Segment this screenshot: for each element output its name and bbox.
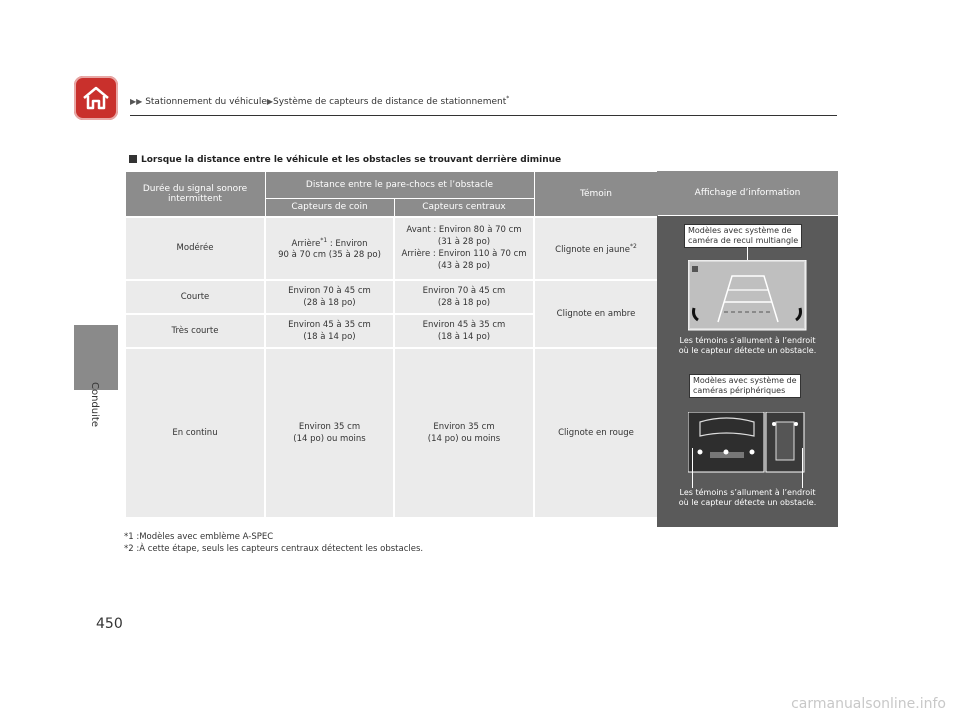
breadcrumb-item-sensor-system[interactable]: Système de capteurs de distance de stationnement xyxy=(273,97,507,107)
cell-corner: Arrière$^{*1}$ : Environ 90 à 70 cm (35 à 28 po) xyxy=(265,217,394,280)
footnotes xyxy=(124,531,423,555)
header-distance: Distance entre le pare-chocs et l’obstacle xyxy=(265,172,534,199)
chevron-right-icon: ▶▶ xyxy=(130,97,143,106)
header-duration: Durée du signal sonore intermittent xyxy=(125,172,265,217)
note-surround: Les témoins s’allument à l’endroit où le capteur détecte un obstacle. xyxy=(678,488,817,507)
footnote-1: *1 :Modèles avec emblème A-SPEC xyxy=(124,532,274,542)
leader-line xyxy=(802,448,803,488)
section-title: Lorsque la distance entre le véhicule et les obstacles se trouvant derrière diminue xyxy=(129,155,561,165)
leader-line xyxy=(747,246,748,260)
cell-corner: Environ 35 cm (14 po) ou moins xyxy=(265,348,394,518)
chevron-right-icon: ▶ xyxy=(266,97,274,106)
sensor-distance-table xyxy=(124,171,659,519)
cell-indicator: Clignote en ambre xyxy=(534,280,658,348)
square-bullet-icon xyxy=(129,155,137,163)
note-multiangle: Les témoins s’allument à l’endroit où le capteur détecte un obstacle. xyxy=(678,336,817,355)
watermark: carmanualsonline.info xyxy=(791,696,946,712)
page-number: 450 xyxy=(96,616,123,632)
chapter-tab[interactable] xyxy=(74,325,118,390)
cell-center: Environ 35 cm (14 po) ou moins xyxy=(394,348,534,518)
header-center: Capteurs centraux xyxy=(394,199,534,217)
rear-camera-screen-illustration xyxy=(688,260,808,332)
cell-duration: Courte xyxy=(125,280,265,314)
callout-surround: Modèles avec système de caméras périphériques xyxy=(689,374,801,398)
chapter-label: Conduite xyxy=(89,382,100,427)
header-indicator: Témoin xyxy=(534,172,658,217)
home-icon xyxy=(82,85,110,111)
breadcrumb-item-parking[interactable]: Stationnement du véhicule xyxy=(145,97,267,107)
header-corner: Capteurs de coin xyxy=(265,199,394,217)
table-row xyxy=(125,280,658,314)
footnote-2: *2 :À cette étape, seuls les capteurs centraux détectent les obstacles. xyxy=(124,544,424,554)
cell-center: Avant : Environ 80 à 70 cm (31 à 28 po) Arrière : Environ 110 à 70 cm (43 à 28 po) xyxy=(394,217,534,280)
cell-duration: Modérée xyxy=(125,217,265,280)
cell-corner: Environ 45 à 35 cm (18 à 14 po) xyxy=(265,314,394,348)
header-divider xyxy=(130,115,837,116)
table-row xyxy=(125,348,658,518)
leader-line xyxy=(692,448,693,488)
surround-camera-screen-illustration xyxy=(688,412,808,474)
header-display: Affichage d’information xyxy=(657,171,838,215)
cell-center: Environ 70 à 45 cm (28 à 18 po) xyxy=(394,280,534,314)
table-row xyxy=(125,217,658,280)
cell-duration: Très courte xyxy=(125,314,265,348)
asterisk-mark: * xyxy=(506,95,510,102)
cell-center: Environ 45 à 35 cm (18 à 14 po) xyxy=(394,314,534,348)
breadcrumb xyxy=(130,95,509,107)
cell-corner: Environ 70 à 45 cm (28 à 18 po) xyxy=(265,280,394,314)
information-display-panel xyxy=(657,216,838,527)
home-button[interactable] xyxy=(74,76,118,120)
cell-indicator: Clignote en jaune$^{*2}$ xyxy=(534,217,658,280)
cell-duration: En continu xyxy=(125,348,265,518)
callout-multiangle: Modèles avec système de caméra de recul multiangle xyxy=(684,224,802,248)
cell-indicator: Clignote en rouge xyxy=(534,348,658,518)
